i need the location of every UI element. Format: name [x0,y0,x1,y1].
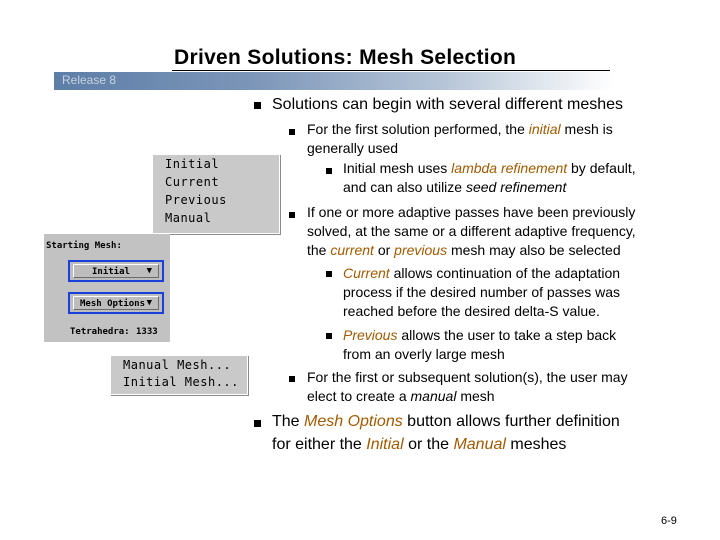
bullet-text: elect to create a manual mesh [307,388,495,404]
bullet-text: Solutions can begin with several different meshes [272,96,624,113]
title-underline [172,70,610,71]
bullet-text: generally used [307,140,399,156]
mesh-options-label: Mesh Options [80,299,146,309]
page-number: 6-9 [661,515,677,527]
bullet-text: reached before the desired delta-S value. [343,303,600,319]
bullet-text: Initial mesh uses lambda refinement by default, [343,160,636,176]
starting-mesh-dropdown[interactable] [68,260,164,282]
bullet-marker [289,129,295,135]
menu-item-manual-mesh[interactable]: Manual Mesh... [123,358,232,372]
bullet-text: Current allows continuation of the adaptation [343,265,621,281]
page-title: Driven Solutions: Mesh Selection [174,46,517,69]
bullet-text: solved, at the same or a different adaptive frequency, [307,223,636,239]
bullet-marker [326,271,332,277]
bullet-text: For the first or subsequent solution(s), the user may [307,369,628,385]
mesh-type-menu [152,154,280,234]
menu-item-initial[interactable]: Initial [165,157,220,171]
menu-item-previous[interactable]: Previous [165,193,227,207]
release-bar [54,72,614,90]
bullet-text: from an overly large mesh [343,346,505,362]
release-label: Release 8 [62,73,117,87]
dropdown-arrow-icon: ▼ [146,266,152,276]
bullet-marker [326,168,332,174]
tetrahedra-label: Tetrahedra: [70,327,130,337]
bullet-text: The Mesh Options button allows further definition [272,413,620,430]
bullet-text: If one or more adaptive passes have been previously [307,204,636,220]
bullet-text: for either the Initial or the Manual meshes [272,436,567,453]
menu-item-current[interactable]: Current [165,175,220,189]
mesh-options-menu [110,355,248,395]
bullet-marker [289,212,295,218]
bullet-text: process if the desired number of passes was [343,284,621,300]
starting-mesh-panel [44,234,170,342]
menu-item-initial-mesh[interactable]: Initial Mesh... [123,375,239,389]
bullet-text: Previous allows the user to take a step back [343,327,617,343]
dropdown-arrow-icon: ▼ [146,298,152,308]
mesh-options-button[interactable] [68,292,164,314]
starting-mesh-label: Starting Mesh: [46,241,122,251]
bullet-text: For the first solution performed, the initial mesh is [307,121,613,137]
bullet-text: and can also utilize seed refinement [343,179,567,195]
bullet-marker [326,333,332,339]
bullet-marker [254,420,261,427]
dropdown-value: Initial [92,267,130,277]
menu-item-manual[interactable]: Manual [165,211,212,225]
tetrahedra-count: 1333 [136,327,158,337]
bullet-marker [289,376,295,382]
bullet-text: the current or previous mesh may also be selected [307,242,621,258]
bullet-marker [254,102,261,109]
